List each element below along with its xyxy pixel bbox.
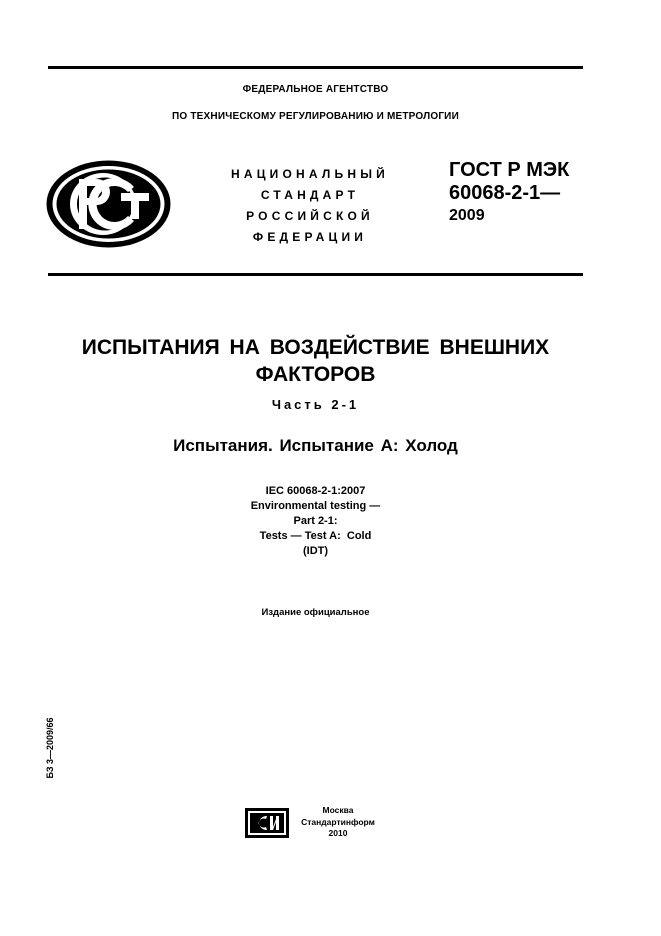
- agency-line-2: ПО ТЕХНИЧЕСКОМУ РЕГУЛИРОВАНИЮ И МЕТРОЛОГИИ: [172, 111, 459, 122]
- agency-line-1: ФЕДЕРАЛЬНОЕ АГЕНТСТВО: [242, 84, 389, 95]
- designation-line-3: 2009: [449, 207, 485, 224]
- iec-line-3: Part 2-1:: [293, 515, 338, 527]
- designation-line-1: ГОСТ Р МЭК: [449, 159, 570, 181]
- edition-note: Издание официальное: [261, 607, 370, 618]
- standartinform-logo-icon: [245, 808, 289, 838]
- iec-line-1: IEC 60068-2-1:2007: [265, 485, 366, 497]
- document-subtitle: Испытания. Испытание А: Холод: [173, 436, 458, 455]
- side-code: БЗ 3—2009/66: [45, 717, 55, 779]
- iec-line-5: (IDT): [302, 545, 329, 557]
- iec-line-4: Tests — Test A: Cold: [259, 530, 372, 542]
- standard-kind-line-4: ФЕДЕРАЦИИ: [252, 230, 368, 244]
- middle-rule: [48, 273, 583, 276]
- title-line-2: ФАКТОРОВ: [255, 363, 376, 386]
- top-rule: [48, 66, 583, 69]
- standard-kind-line-3: РОССИЙСКОЙ: [246, 209, 374, 223]
- publisher-name: Стандартинформ: [301, 816, 375, 827]
- standard-designation: [449, 158, 599, 227]
- publisher-year: 2010: [328, 828, 348, 838]
- document-title: [30, 334, 601, 388]
- part-label: Часть 2-1: [271, 397, 360, 412]
- title-line-1: ИСПЫТАНИЯ НА ВОЗДЕЙСТВИЕ ВНЕШНИХ: [81, 336, 550, 359]
- publisher-info: [291, 805, 385, 840]
- iec-line-2: Environmental testing —: [250, 500, 381, 512]
- standard-kind-line-2: СТАНДАРТ: [260, 188, 360, 202]
- publisher-city: Москва: [322, 805, 354, 815]
- international-reference: [30, 484, 601, 559]
- rst-emblem-icon: [45, 159, 172, 249]
- standard-kind-line-1: НАЦИОНАЛЬНЫЙ: [230, 167, 390, 181]
- standard-kind: [205, 164, 415, 248]
- designation-line-2: 60068-2-1—: [449, 182, 561, 204]
